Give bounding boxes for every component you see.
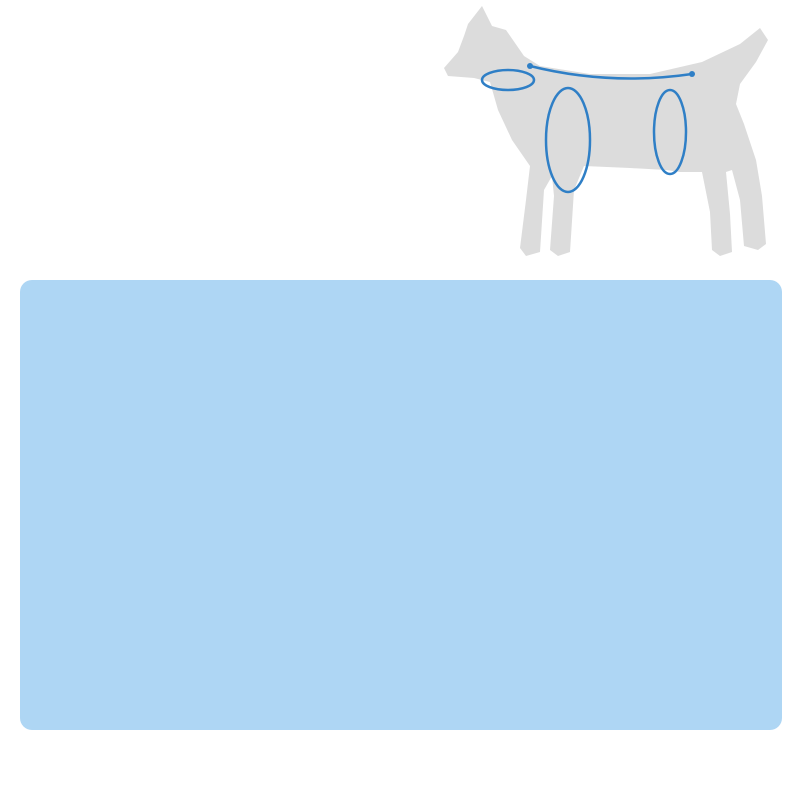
dog-illustration — [440, 0, 800, 268]
size-table — [20, 280, 782, 730]
dog-silhouette — [444, 6, 768, 256]
